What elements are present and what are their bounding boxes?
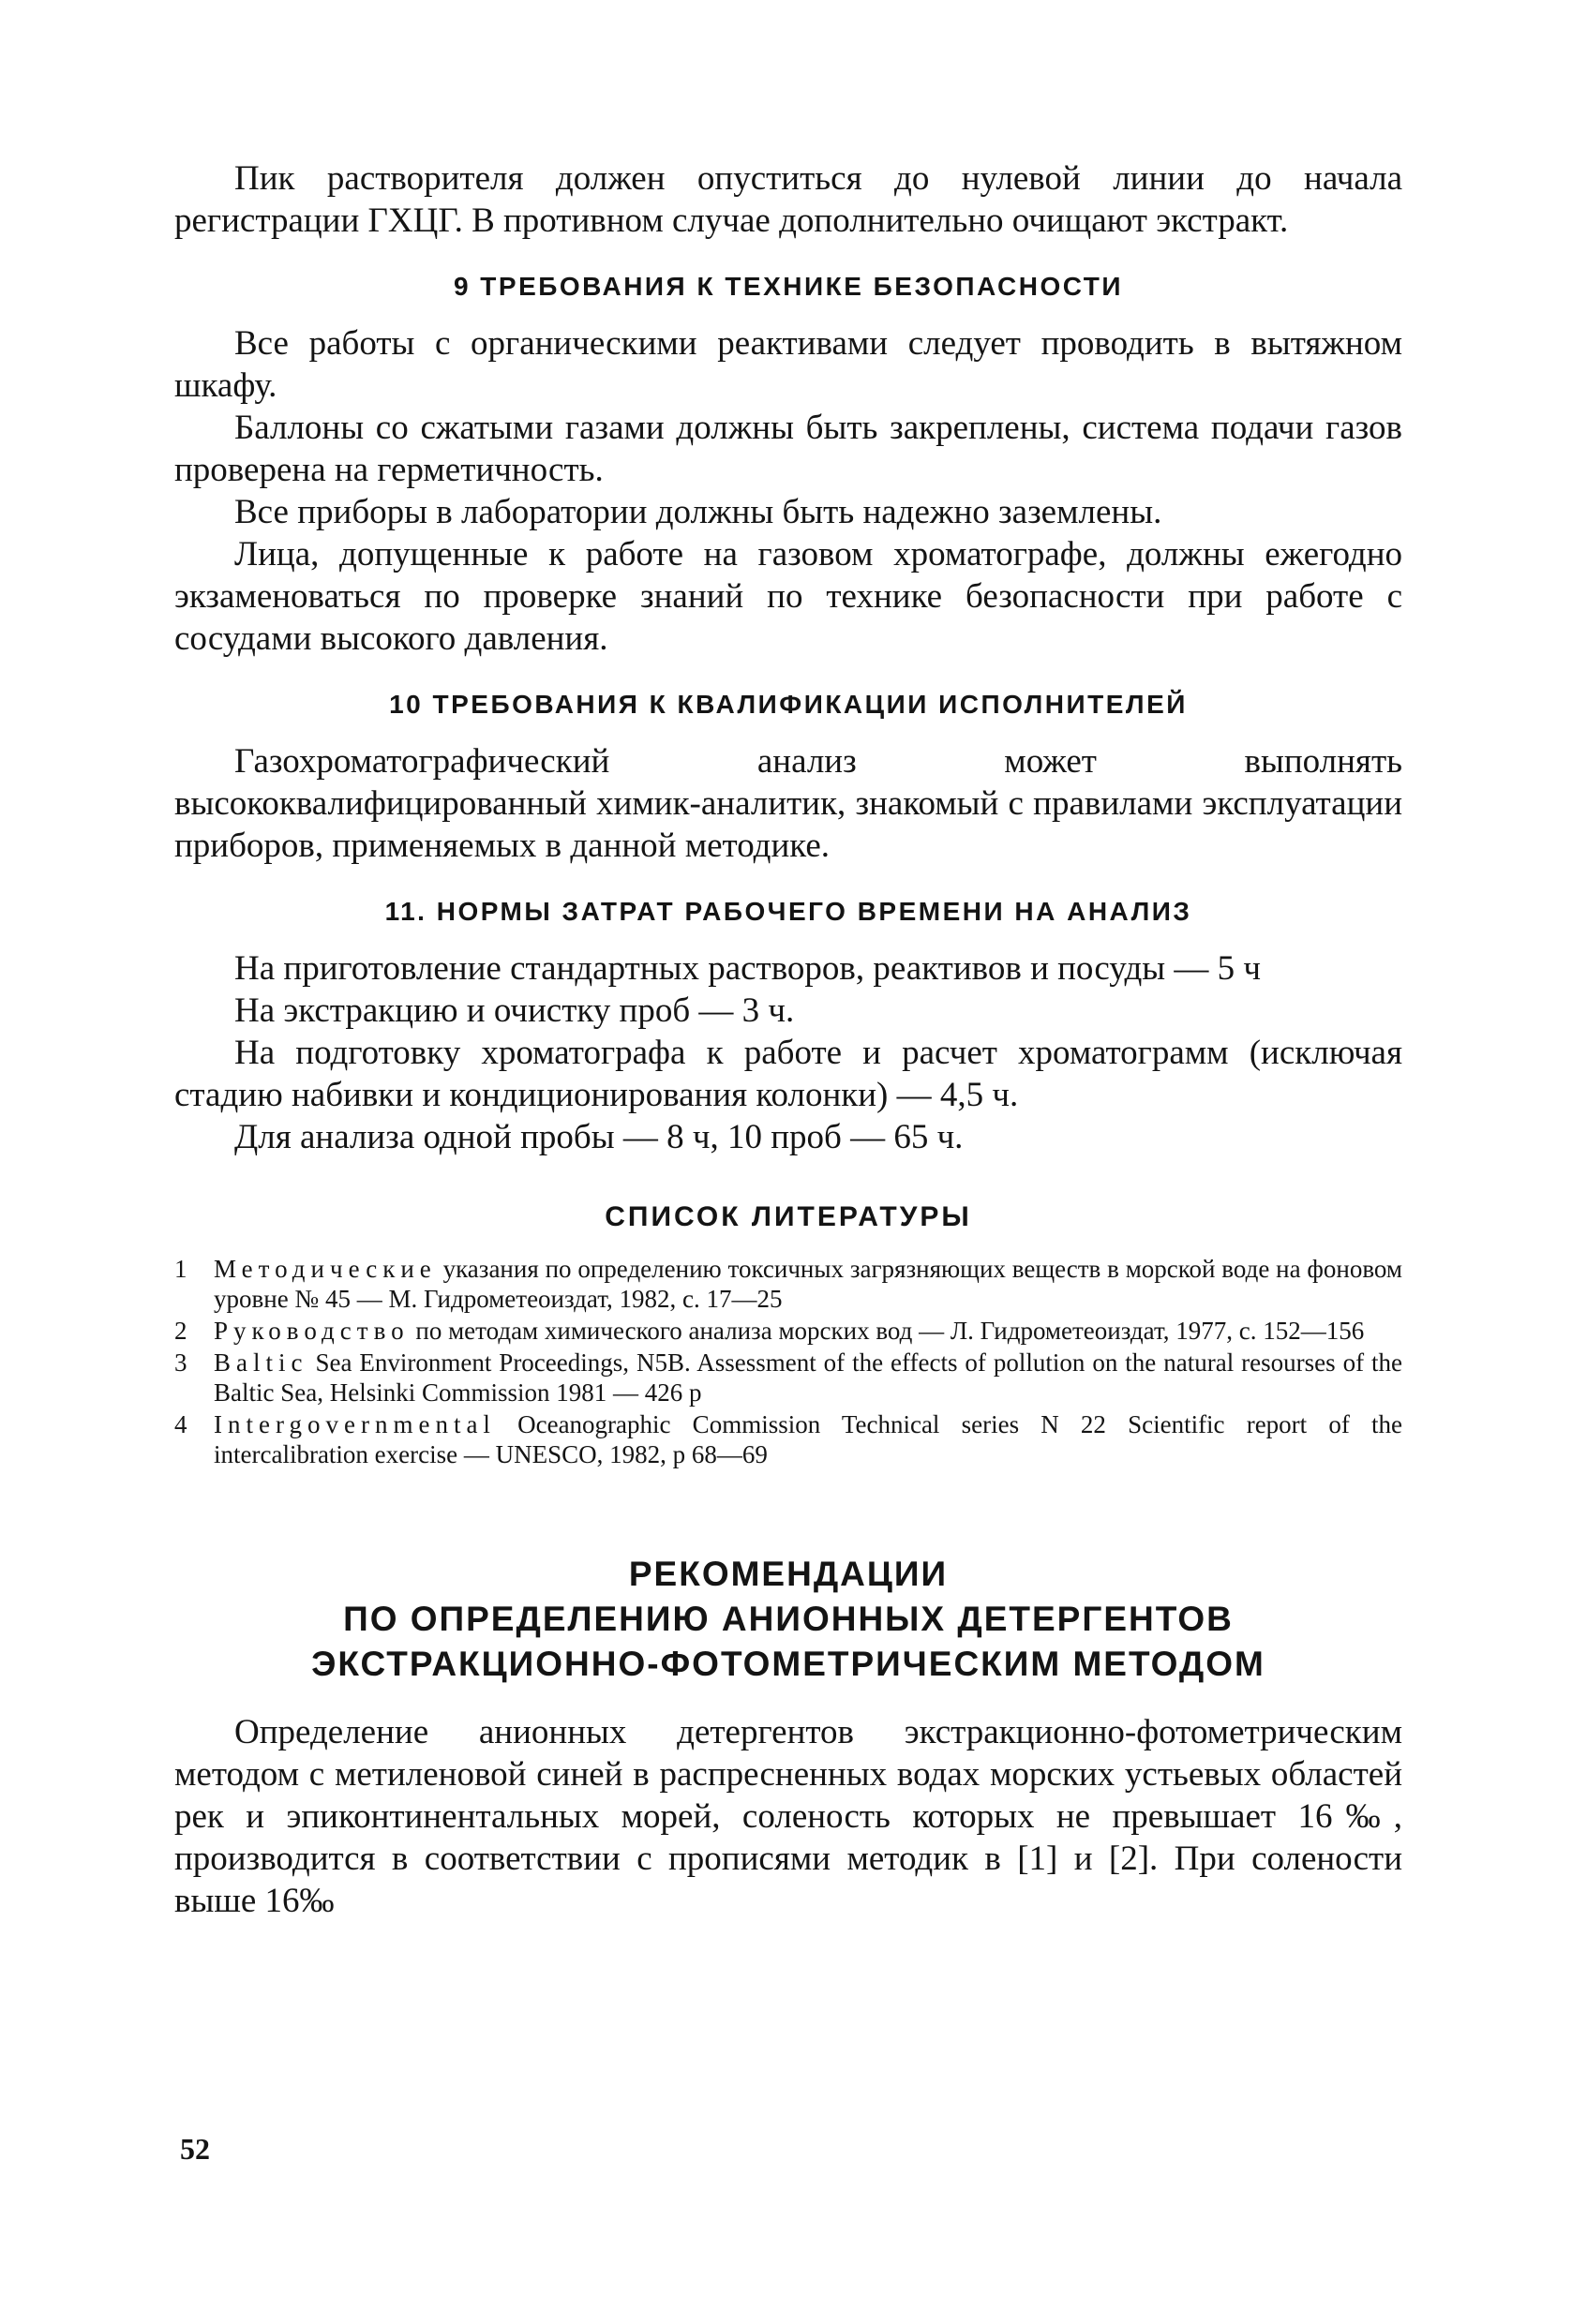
paragraph: На экстракцию и очистку проб — 3 ч. <box>234 991 795 1030</box>
paragraph: На подготовку хроматографа к работе и расчет хроматограмм (исключая стадию набивки и кондиционирования колонки) — 4,5 ч. <box>174 1034 1402 1114</box>
section-qualification <box>174 690 1402 867</box>
reference-list <box>174 1254 1402 1469</box>
document-title <box>174 1552 1402 1687</box>
title-line: РЕКОМЕНДАЦИИ <box>628 1555 949 1593</box>
paragraph: На приготовление стандартных растворов, реактивов и посуды — 5 ч <box>234 949 1262 988</box>
reference-number: 3 <box>174 1348 187 1377</box>
reference-item <box>174 1409 1402 1469</box>
reference-lead: Intergovernmental <box>214 1410 496 1438</box>
section-heading: 11. НОРМЫ ЗАТРАТ РАБОЧЕГО ВРЕМЕНИ НА АНАЛИЗ <box>384 897 1192 926</box>
paragraph: Все приборы в лаборатории должны быть надежно заземлены. <box>234 493 1162 531</box>
paragraph: Газохроматографический анализ может выполнять высококвалифицированный химик-аналитик, знакомый с правилами эксплуатации приборов, применяемых в данной методике. <box>174 742 1402 865</box>
literature-title: СПИСОК ЛИТЕРАТУРЫ <box>605 1201 972 1232</box>
literature-section <box>174 1201 1402 1469</box>
reference-lead: Baltic <box>214 1348 308 1377</box>
section-heading: 10 ТРЕБОВАНИЯ К КВАЛИФИКАЦИИ ИСПОЛНИТЕЛЕЙ <box>389 690 1188 719</box>
reference-lead: Методические <box>214 1255 437 1283</box>
reference-text: по методам химического анализа морских вод — Л. Гидрометеоиздат, 1977, с. 152—156 <box>409 1317 1365 1345</box>
section-safety <box>174 272 1402 660</box>
paragraph: Все работы с органическими реактивами следует проводить в вытяжном шкафу. <box>174 324 1402 405</box>
reference-item <box>174 1348 1402 1408</box>
title-line: ЭКСТРАКЦИОННО-ФОТОМЕТРИЧЕСКИМ МЕТОДОМ <box>311 1645 1265 1683</box>
reference-lead: Руководство <box>214 1317 410 1345</box>
recommendations-section <box>174 1552 1402 1922</box>
section-heading: 9 ТРЕБОВАНИЯ К ТЕХНИКЕ БЕЗОПАСНОСТИ <box>453 272 1124 301</box>
reference-text: Oceanographic Commission Technical series N 22 Scientific report of the intercalibration exercise — UNESCO, 1982, p 68—69 <box>214 1410 1402 1468</box>
reference-item <box>174 1316 1402 1346</box>
section-time-norms <box>174 897 1402 1158</box>
reference-item <box>174 1254 1402 1314</box>
reference-text: указания по определению токсичных загрязняющих веществ в морской воде на фоновом уровне № 45 — М. Гидрометеоиздат, 1982, с. 17—25 <box>214 1255 1402 1313</box>
intro-paragraph: Пик растворителя должен опуститься до нулевой линии до начала регистрации ГХЦГ. В противном случае дополнительно очищают экстракт. <box>174 159 1402 240</box>
page-number: 52 <box>180 2132 210 2166</box>
paragraph: Для анализа одной пробы — 8 ч, 10 проб — 65 ч. <box>234 1118 964 1156</box>
reference-text: Sea Environment Proceedings, N5B. Assessment of the effects of pollution on the natural resourses of the Baltic Sea, Helsinki Commission 1981 — 426 p <box>214 1348 1402 1407</box>
paragraph: Баллоны со сжатыми газами должны быть закреплены, система подачи газов проверена на герметичность. <box>174 409 1402 489</box>
paragraph: Лица, допущенные к работе на газовом хроматографе, должны ежегодно экзаменоваться по проверке знаний по технике безопасности при работе с сосудами высокого давления. <box>174 535 1402 658</box>
title-line: ПО ОПРЕДЕЛЕНИЮ АНИОННЫХ ДЕТЕРГЕНТОВ <box>343 1600 1234 1638</box>
document-page <box>174 157 1402 1922</box>
reference-number: 4 <box>174 1410 187 1438</box>
paragraph: Определение анионных детергентов экстракционно-фотометрическим методом с метиленовой синей в распресненных водах морских устьевых областей рек и эпиконтинентальных морей, соленость которых не превышает 16‰, производится в соответствии с прописями методик в [1] и [2]. При солености выше 16‰ <box>174 1713 1402 1920</box>
reference-number: 1 <box>174 1255 187 1283</box>
reference-number: 2 <box>174 1317 187 1345</box>
